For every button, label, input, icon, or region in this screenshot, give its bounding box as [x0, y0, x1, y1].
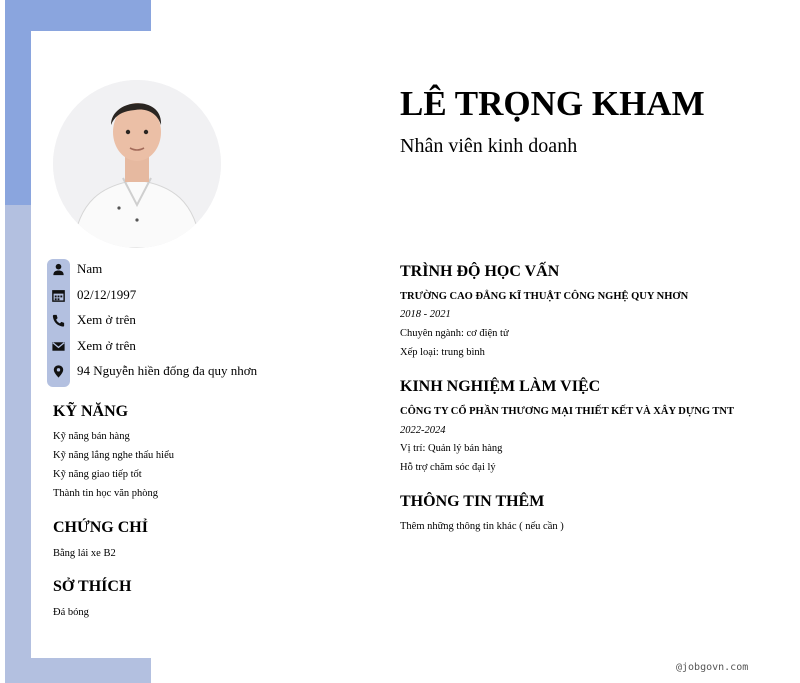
contact-gender-text: Nam	[77, 261, 103, 276]
skill-item: Kỹ năng lắng nghe thấu hiểu	[53, 450, 175, 461]
hobbies-title: SỞ THÍCH	[53, 578, 132, 595]
location-pin-icon	[51, 364, 66, 379]
experience-company: CÔNG TY CỔ PHẦN THƯƠNG MẠI THIẾT KẾT VÀ XÂY DỰNG TNT	[400, 406, 735, 417]
person-portrait-icon	[53, 80, 221, 248]
education-major: Chuyên ngành: cơ điện tử	[400, 328, 509, 339]
mail-icon	[51, 339, 66, 354]
education-period: 2018 - 2021	[400, 309, 451, 320]
hobby-item: Đá bóng	[53, 607, 89, 618]
skills-title: KỸ NĂNG	[53, 403, 129, 420]
skill-item: Kỹ năng bán hàng	[53, 431, 130, 442]
contact-phone-text: Xem ở trên	[77, 312, 136, 327]
phone-icon	[51, 313, 66, 328]
certificates-title: CHỨNG CHỈ	[53, 519, 148, 536]
contact-address-text: 94 Nguyễn hiền đống đa quy nhơn	[77, 363, 258, 378]
watermark: @jobgovn.com	[676, 662, 749, 673]
profile-photo	[53, 80, 221, 248]
education-school: TRƯỜNG CAO ĐẲNG KĨ THUẬT CÔNG NGHỆ QUY NHƠN	[400, 291, 689, 302]
experience-duty: Hỗ trợ chăm sóc đại lý	[400, 462, 496, 473]
experience-period: 2022-2024	[400, 425, 446, 436]
contact-birthday-text: 02/12/1997	[77, 287, 137, 302]
experience-position: Vị trí: Quản lý bán hàng	[400, 443, 503, 454]
person-icon	[51, 262, 66, 277]
education-title: TRÌNH ĐỘ HỌC VẤN	[400, 263, 560, 280]
experience-title: KINH NGHIỆM LÀM VIỆC	[400, 378, 601, 395]
contact-phone	[47, 311, 367, 331]
full-name: LÊ TRỌNG KHAM	[400, 84, 705, 123]
contact-email	[47, 337, 367, 357]
calendar-icon	[51, 288, 66, 303]
contact-email-text: Xem ở trên	[77, 338, 136, 353]
job-title: Nhân viên kinh doanh	[400, 135, 578, 157]
extra-info-title: THÔNG TIN THÊM	[400, 493, 545, 510]
education-grade: Xếp loại: trung bình	[400, 347, 485, 358]
certificate-item: Bằng lái xe B2	[53, 548, 116, 559]
extra-info-text: Thêm những thông tin khác ( nếu cần )	[400, 521, 564, 532]
skill-item: Kỹ năng giao tiếp tốt	[53, 469, 142, 480]
skill-item: Thành tin học văn phòng	[53, 488, 158, 499]
contact-address	[47, 362, 367, 382]
contact-gender	[47, 260, 367, 280]
contact-birthday	[47, 286, 367, 306]
